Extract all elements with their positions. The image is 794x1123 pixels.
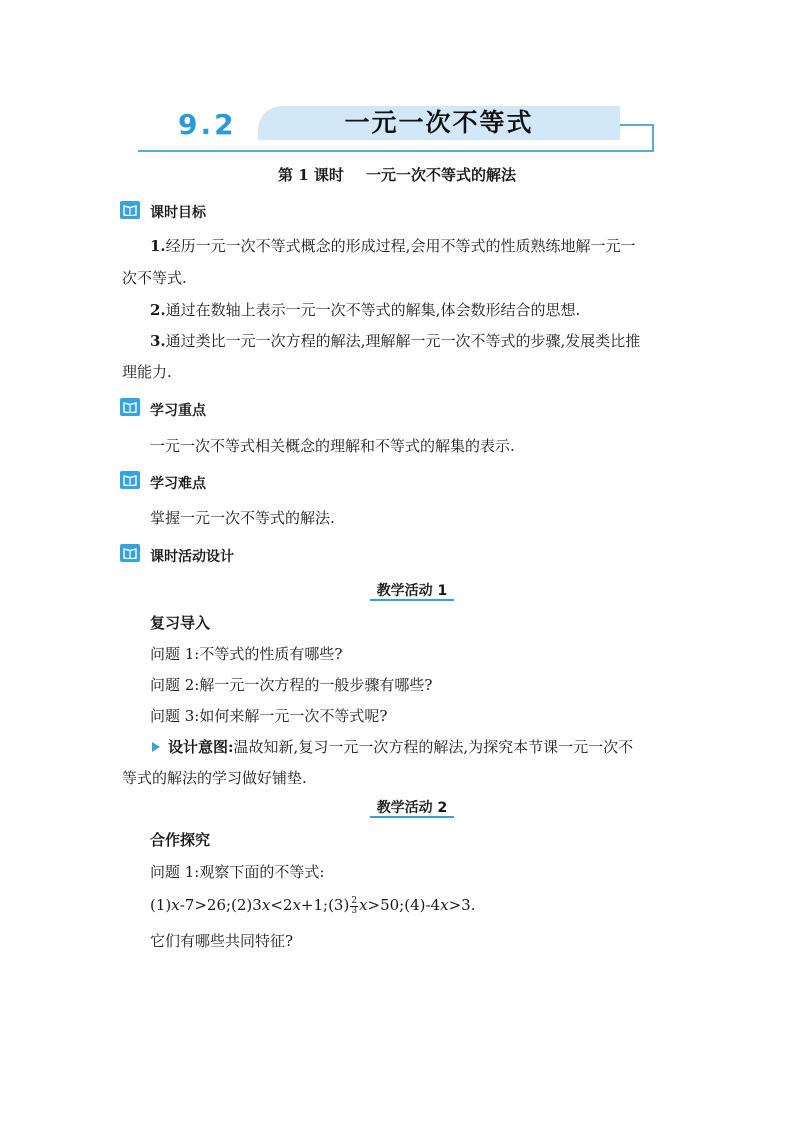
book-icon (120, 544, 140, 562)
goal-item-1 (150, 236, 635, 256)
design-intent-label: 设计意图: (168, 738, 234, 756)
activity-2-subtitle: 合作探究 (150, 831, 211, 849)
activity-1-question: 问题 2:解一元一次方程的一般步骤有哪些? (150, 676, 433, 694)
goal-item-2 (150, 300, 580, 320)
design-intent (168, 737, 633, 757)
goal-text: 通过在数轴上表示一元一次不等式的解集,体会数形结合的思想. (165, 301, 581, 319)
section-heading-design: 课时活动设计 (150, 549, 234, 565)
header-rule-hook (620, 124, 654, 126)
activity-1-question: 问题 3:如何来解一元一次不等式呢? (150, 707, 388, 725)
activity-1-underline (370, 599, 454, 601)
lesson-title (0, 164, 794, 185)
activity-1-subtitle: 复习导入 (150, 614, 211, 632)
ineq-text: >3. (448, 896, 476, 914)
lesson-part: 第 1 课时 (278, 166, 344, 184)
fraction (350, 897, 358, 916)
header-rule-end (652, 124, 654, 152)
activity-1-label: 教学活动 1 (376, 583, 448, 599)
book-icon (120, 471, 140, 489)
ineq-var: x (292, 896, 301, 914)
section-number: 9.2 (178, 108, 237, 141)
design-intent-text: 温故知新,复习一元一次方程的解法,为探究本节课一元一次不 (233, 738, 634, 756)
activity-2-question: 问题 1:观察下面的不等式: (150, 863, 325, 881)
goal-num: 2. (150, 301, 166, 319)
fraction-numerator: 2 (351, 895, 358, 906)
activity-1-question: 问题 1:不等式的性质有哪些? (150, 645, 343, 663)
section-heading-difficulties: 学习难点 (150, 476, 206, 492)
key-points-text: 一元一次不等式相关概念的理解和不等式的解集的表示. (150, 437, 515, 455)
ineq-var: x (171, 896, 180, 914)
header-rule (138, 150, 654, 152)
lesson-name: 一元一次不等式的解法 (365, 166, 516, 184)
activity-2-label: 教学活动 2 (376, 800, 448, 816)
difficulties-text: 掌握一元一次不等式的解法. (150, 509, 335, 527)
book-icon (120, 201, 140, 219)
design-intent-cont: 等式的解法的学习做好铺垫. (122, 769, 307, 787)
goal-num: 3. (150, 332, 166, 350)
ineq-var: x (261, 896, 271, 914)
ineq-var: x (440, 896, 449, 914)
section-heading-key-points: 学习重点 (150, 403, 206, 419)
goal-item-3-cont: 理能力. (122, 363, 172, 381)
chapter-title: 一元一次不等式 (344, 108, 534, 137)
ineq-text: (1) (150, 896, 172, 914)
goal-text: 经历一元一次不等式概念的形成过程,会用不等式的性质熟练地解一元一 (165, 237, 636, 255)
goal-text: 通过类比一元一次方程的解法,理解解一元一次不等式的步骤,发展类比推 (165, 332, 641, 350)
inequalities-line (150, 895, 475, 916)
triangle-bullet-icon (152, 742, 160, 752)
fraction-denominator: 3 (351, 905, 358, 916)
ineq-text: +1;(3) (300, 896, 350, 914)
ineq-var: x (359, 896, 368, 914)
goal-num: 1. (150, 237, 166, 255)
activity-2-underline (370, 816, 454, 818)
goal-item-1-cont: 次不等式. (122, 269, 187, 287)
book-icon (120, 398, 140, 416)
goal-item-3 (150, 331, 640, 351)
ineq-text: <2 (270, 896, 293, 914)
ineq-text: >50;(4)-4 (367, 896, 441, 914)
ineq-text: -7>26;(2)3 (179, 896, 262, 914)
section-heading-goals: 课时目标 (150, 205, 206, 221)
activity-2-question-2: 它们有哪些共同特征? (150, 932, 294, 950)
